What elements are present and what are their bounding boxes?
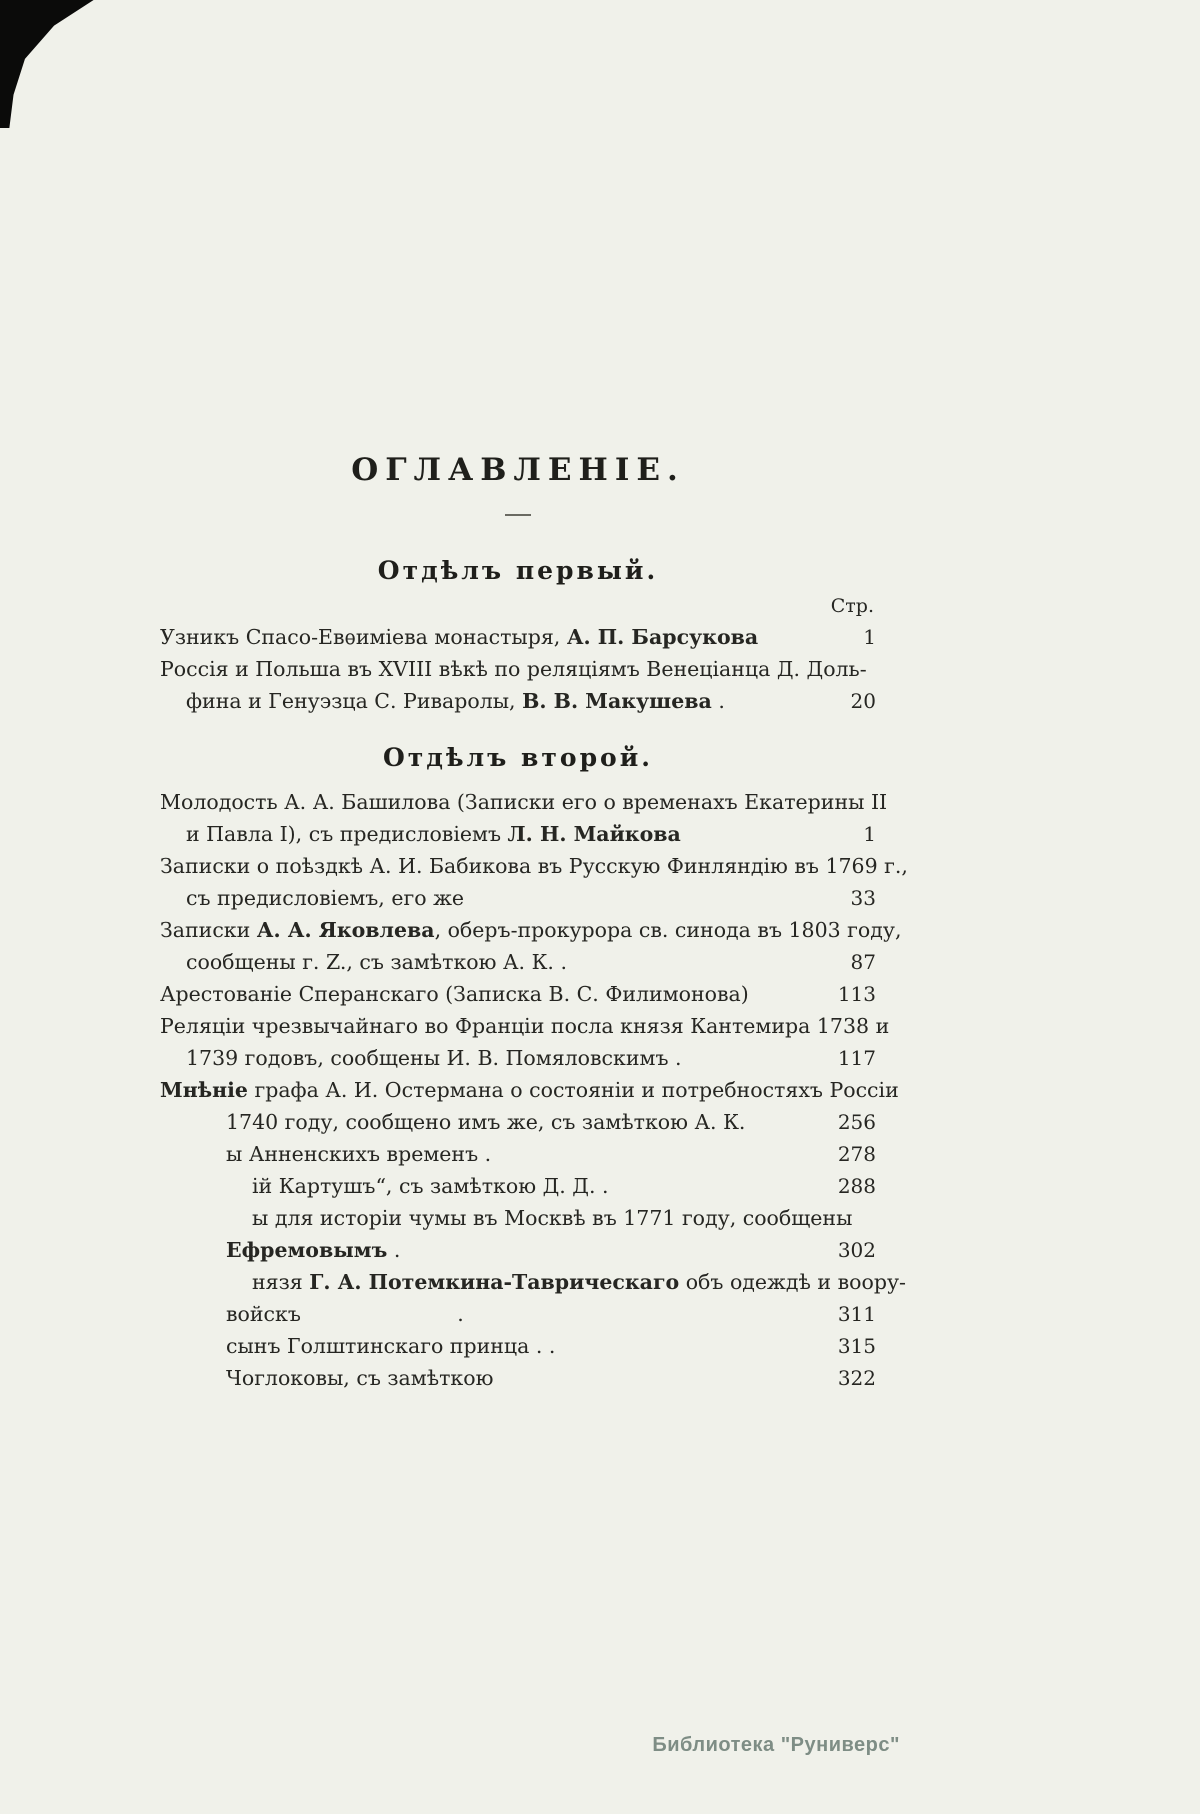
toc-rows xyxy=(160,786,908,1394)
toc-row xyxy=(160,786,888,818)
toc-page-number: 311 xyxy=(837,1302,876,1326)
toc-page-number: 113 xyxy=(837,982,876,1006)
toc-section-first xyxy=(160,556,876,717)
toc-entry-text: Чоглоковы, съ замѣткою xyxy=(226,1366,494,1390)
toc-row xyxy=(160,946,876,978)
toc-page-number: 1 xyxy=(863,822,876,846)
toc-row xyxy=(160,653,876,685)
scan-corner-artifact xyxy=(0,0,104,128)
toc-row xyxy=(160,1362,876,1394)
toc-page-number: 322 xyxy=(837,1366,876,1390)
toc-entry-text: фина и Генуэзца С. Риваролы, В. В. Макушева . xyxy=(186,689,725,713)
toc-row xyxy=(160,914,902,946)
toc-entry-text: 1740 году, сообщено имъ же, съ замѣткою А. К. xyxy=(226,1110,746,1134)
toc-row xyxy=(160,1234,876,1266)
toc-entry-text: ы Анненскихъ временъ . xyxy=(226,1142,492,1166)
toc-entry-text: Мнѣніе графа А. И. Остермана о состояніи и потребностяхъ Россіи xyxy=(160,1078,899,1102)
toc-row xyxy=(160,1202,876,1234)
toc-row xyxy=(160,850,908,882)
toc-entry-text: Ефремовымъ . xyxy=(226,1238,401,1262)
toc-section-second xyxy=(160,743,908,1394)
toc-row xyxy=(160,1106,876,1138)
toc-page-number: 33 xyxy=(850,886,876,910)
toc-entry-text: 1739 годовъ, сообщены И. В. Помяловскимъ . xyxy=(186,1046,682,1070)
toc-row xyxy=(160,1138,876,1170)
toc-entry-text: нязя Г. А. Потемкина-Таврическаго объ одеждѣ и воору- xyxy=(252,1270,906,1294)
toc-entry-text: сообщены г. Z., съ замѣткою А. К. . xyxy=(186,950,567,974)
toc-row xyxy=(160,1266,906,1298)
table-of-contents xyxy=(160,452,908,1394)
page-title: ОГЛАВЛЕНІЕ. xyxy=(351,452,685,488)
toc-page-number: 20 xyxy=(850,689,876,713)
library-watermark: Библиотека "Руниверс" xyxy=(652,1734,900,1756)
toc-rows xyxy=(160,621,876,717)
toc-entry-text: Молодость А. А. Башилова (Записки его о временахъ Екатерины II xyxy=(160,790,888,814)
toc-entry-text: Реляціи чрезвычайнаго во Франціи посла князя Кантемира 1738 и xyxy=(160,1014,890,1038)
section-heading: Отдѣлъ первый. xyxy=(377,556,659,585)
toc-entry-text: Арестованіе Сперанскаго (Записка В. С. Филимонова) xyxy=(160,982,749,1006)
toc-page-number: 315 xyxy=(837,1334,876,1358)
toc-page-number: 302 xyxy=(837,1238,876,1262)
section-heading: Отдѣлъ второй. xyxy=(383,743,653,772)
toc-entry-text: съ предисловіемъ, его же xyxy=(186,886,465,910)
toc-entry-text: Россія и Польша въ XVIII вѣкѣ по реляціямъ Венеціанца Д. Доль- xyxy=(160,657,867,681)
toc-row xyxy=(160,1042,876,1074)
toc-row xyxy=(160,1298,876,1330)
toc-row xyxy=(160,621,876,653)
toc-entry-text: Записки о поѣздкѣ А. И. Бабикова въ Русскую Финляндію въ 1769 г., xyxy=(160,854,908,878)
toc-page-number: 117 xyxy=(837,1046,876,1070)
toc-entry-text: Записки А. А. Яковлева, оберъ-прокурора св. синода въ 1803 году, xyxy=(160,918,902,942)
title-divider xyxy=(505,514,531,516)
toc-row xyxy=(160,978,876,1010)
toc-row xyxy=(160,1010,890,1042)
toc-entry-text: войскъ . xyxy=(226,1302,464,1326)
toc-entry-text: Узникъ Спасо-Евѳиміева монастыря, А. П. Барсукова xyxy=(160,625,759,649)
toc-page-number: 1 xyxy=(863,625,876,649)
toc-row xyxy=(160,1170,876,1202)
toc-page-number: 87 xyxy=(850,950,876,974)
toc-row xyxy=(160,685,876,717)
toc-entry-text: ы для исторіи чумы въ Москвѣ въ 1771 году, сообщены xyxy=(252,1206,853,1230)
toc-page-number: 256 xyxy=(837,1110,876,1134)
toc-entry-text: ій Картушъ“, съ замѣткою Д. Д. . xyxy=(252,1174,609,1198)
toc-page-number: 278 xyxy=(837,1142,876,1166)
toc-entry-text: сынъ Голштинскаго принца . . xyxy=(226,1334,556,1358)
toc-row xyxy=(160,1074,899,1106)
toc-row xyxy=(160,1330,876,1362)
toc-row xyxy=(160,882,876,914)
page-column-label: Стр. xyxy=(830,595,874,617)
toc-page-number: 288 xyxy=(837,1174,876,1198)
toc-entry-text: и Павла I), съ предисловіемъ Л. Н. Майкова xyxy=(186,822,681,846)
toc-row xyxy=(160,818,876,850)
